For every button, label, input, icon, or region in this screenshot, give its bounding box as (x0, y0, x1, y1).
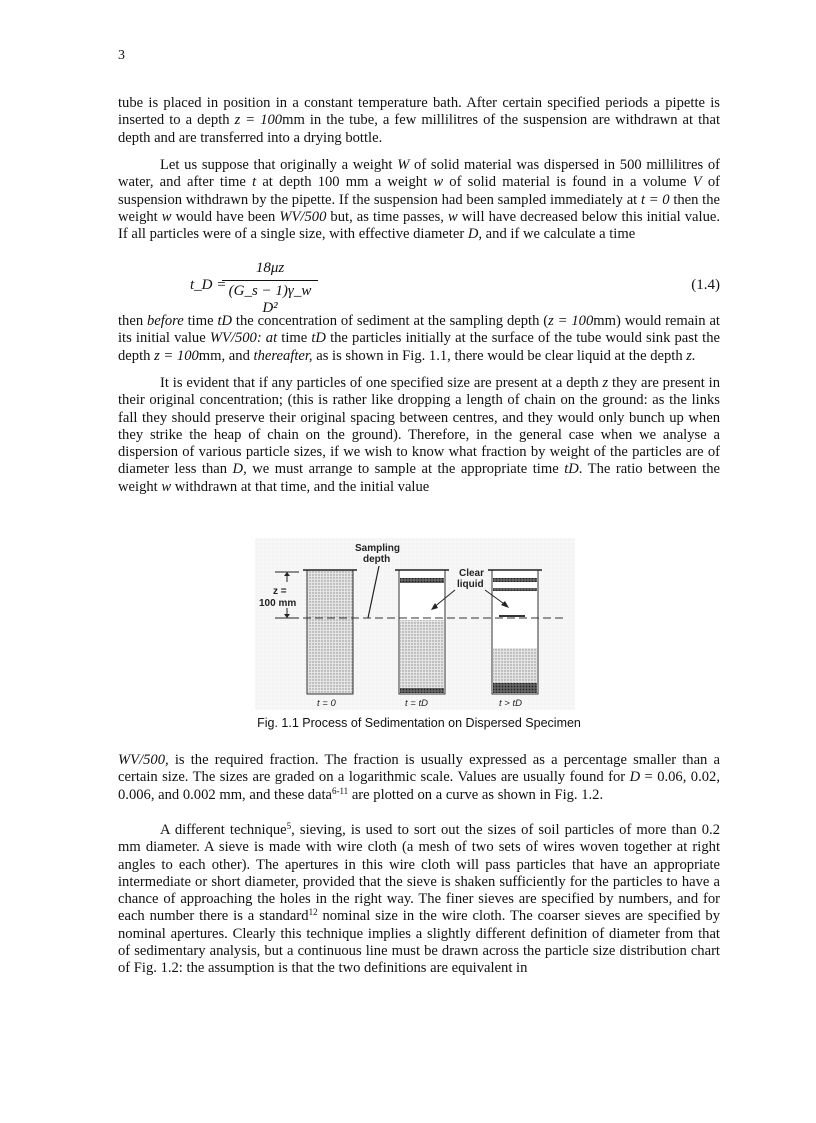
time-label-t0: t = 0 (317, 698, 336, 709)
cylinder-tD (395, 570, 449, 694)
paragraph-5: WV/500, is the required fraction. The fraction is usually expressed as a percentage smaller than a certain size. The sizes are graded on a logarithmic scale. Values are usually found for D = 0.06, 0.02, 0.006, and 0.002 mm, and these data$^{6-11}$ are plotted on a curve as shown in Fig. 1.2. (118, 752, 720, 803)
z-label: z = (273, 586, 287, 597)
equation-fraction (220, 260, 320, 317)
depth-label: 100 mm (259, 598, 297, 609)
paragraph-6: A different technique$^5$, sieving, is used to sort out the sizes of soil particles of more than 0.2 mm diameter. A sieve is made with wire cloth (a mesh of two sets of wires woven together at right angles to each other). The apertures in this wire cloth will pass particles that have an appropriate intermediate or short diameter, provided that the sieve is shaken sufficiently for the particles to have a chance of approaching the holes in the right way. The finer sieves are specified by numbers, and for each number there is a standard$^{12}$ nominal size in the wire cloth. The coarser sieves are specified by nominal apertures. Clearly this technique implies a slightly different definition of diameter from that of sedimentary analysis, but a continuous line must be drawn across the particle size distribution chart of Fig. 1.2: the assumption is that the two definitions are equivalent in (118, 821, 720, 977)
sedimentation-figure (255, 538, 575, 710)
paragraph-4: It is evident that if any particles of one specified size are present at a depth z they are present in their original concentration; (this is rather like dropping a length of chain on the ground: as the links fall they should preserve their original spacing between centres, and they would only bunch up when they strike the heap of chain on the ground). Therefore, in the general case when we analyse a dispersion of various particle sizes, if we wish to know what fraction by weight of the particles are of diameter less than D, we must arrange to sample at the appropriate time tD. The ratio between the weight w withdrawn at that time, and the initial value (118, 375, 721, 495)
equation-1-4 (190, 260, 720, 316)
sedimentation-diagram (255, 538, 575, 710)
cylinder-t0 (303, 570, 357, 694)
time-label-after-tD: t > tD (499, 698, 522, 709)
figure-caption: Fig. 1.1 Process of Sedimentation on Dispersed Specimen (257, 716, 581, 730)
cylinder-after-tD (488, 570, 542, 694)
page-number: 3 (118, 48, 125, 63)
time-label-tD: t = tD (405, 698, 428, 709)
paragraph-1: tube is placed in position in a constant temperature bath. After certain specified periods a pipette is inserted to a depth z = 100mm in the tube, a few millilitres of the suspension are withdrawn at that depth and are transferred into a drying bottle. (118, 95, 720, 146)
paragraph-3: then before time tD the concentration of sediment at the sampling depth (z = 100mm) would remain at its initial value WV/500: at time tD the particles initially at the surface of the tube would sink past the depth z = 100mm, and thereafter, as is shown in Fig. 1.1, there would be clear liquid at the depth z. (118, 313, 720, 364)
equation-lhs: t_D = (190, 277, 227, 293)
sampling-label: Sampling (355, 543, 401, 554)
liquid-label: liquid (457, 579, 484, 590)
paragraph-2: Let us suppose that originally a weight W of solid material was dispersed in 500 millilitres of water, and after time t at depth 100 mm a weight w of solid material is found in a volume V of suspension withdrawn by the pipette. If the suspension had been sampled immediately at t = 0 then the weight w would have been WV/500 but, as time passes, w will have decreased below this initial value. If all particles were of a single size, with effective diameter D, and if we calculate a time (118, 157, 720, 243)
clear-label: Clear (459, 568, 485, 579)
equation-number: (1.4) (691, 277, 720, 293)
equation-numerator: 18μz (255, 260, 285, 276)
equation-denominator: (G_s − 1)γ_w D² (228, 283, 312, 316)
depth-word-label: depth (363, 554, 391, 565)
